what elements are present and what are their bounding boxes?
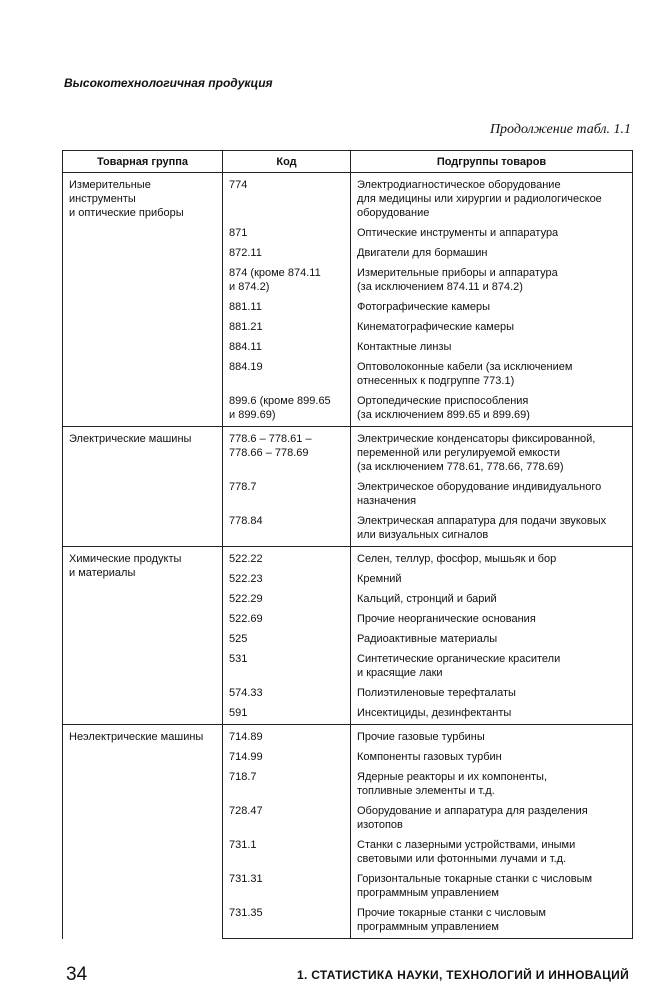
table-row bbox=[63, 547, 633, 571]
cell-subgroup: Прочие газовые турбины bbox=[351, 725, 633, 749]
header-subgroups: Подгруппы товаров bbox=[351, 151, 633, 173]
cell-code: 778.7 bbox=[223, 478, 351, 512]
running-head: Высокотехнологичная продукция bbox=[64, 76, 273, 90]
table-body bbox=[63, 173, 633, 939]
cell-code: 522.23 bbox=[223, 570, 351, 590]
cell-subgroup: Прочие токарные станки с числовым программным управлением bbox=[351, 904, 633, 939]
header-group: Товарная группа bbox=[63, 151, 223, 173]
cell-subgroup: Электрическая аппаратура для подачи звуковых или визуальных сигналов bbox=[351, 512, 633, 547]
chapter-title: 1. СТАТИСТИКА НАУКИ, ТЕХНОЛОГИЙ И ИННОВАЦИЙ bbox=[297, 968, 629, 982]
table-caption: Продолжение табл. 1.1 bbox=[489, 122, 631, 137]
cell-code: 871 bbox=[223, 224, 351, 244]
cell-subgroup: Электрические конденсаторы фиксированной, переменной или регулируемой емкости (за исключением 778.61, 778.66, 778.69) bbox=[351, 427, 633, 479]
cell-subgroup: Станки с лазерными устройствами, иными световыми или фотонными лучами и т.д. bbox=[351, 836, 633, 870]
cell-subgroup: Оборудование и аппаратура для разделения изотопов bbox=[351, 802, 633, 836]
cell-code: 522.22 bbox=[223, 547, 351, 571]
cell-group: Измерительные инструменты и оптические приборы bbox=[63, 173, 223, 427]
cell-code: 525 bbox=[223, 630, 351, 650]
cell-subgroup: Инсектициды, дезинфектанты bbox=[351, 704, 633, 725]
cell-subgroup: Горизонтальные токарные станки с числовым программным управлением bbox=[351, 870, 633, 904]
cell-group: Неэлектрические машины bbox=[63, 725, 223, 939]
cell-code: 714.99 bbox=[223, 748, 351, 768]
page-number: 34 bbox=[66, 964, 88, 985]
cell-code: 728.47 bbox=[223, 802, 351, 836]
cell-code: 874 (кроме 874.11 и 874.2) bbox=[223, 264, 351, 298]
cell-group: Химические продукты и материалы bbox=[63, 547, 223, 725]
cell-subgroup: Электродиагностическое оборудование для медицины или хирургии и радиологическое оборудование bbox=[351, 173, 633, 225]
cell-subgroup: Кремний bbox=[351, 570, 633, 590]
goods-table bbox=[62, 150, 633, 939]
header-code: Код bbox=[223, 151, 351, 173]
cell-code: 884.11 bbox=[223, 338, 351, 358]
cell-subgroup: Электрическое оборудование индивидуального назначения bbox=[351, 478, 633, 512]
table-header-row bbox=[63, 151, 633, 173]
cell-code: 718.7 bbox=[223, 768, 351, 802]
cell-code: 881.21 bbox=[223, 318, 351, 338]
cell-subgroup: Прочие неорганические основания bbox=[351, 610, 633, 630]
cell-code: 531 bbox=[223, 650, 351, 684]
cell-subgroup: Компоненты газовых турбин bbox=[351, 748, 633, 768]
cell-code: 591 bbox=[223, 704, 351, 725]
cell-subgroup: Фотографические камеры bbox=[351, 298, 633, 318]
cell-code: 522.29 bbox=[223, 590, 351, 610]
cell-subgroup: Оптические инструменты и аппаратура bbox=[351, 224, 633, 244]
cell-code: 731.35 bbox=[223, 904, 351, 939]
table-row bbox=[63, 173, 633, 225]
cell-subgroup: Кинематографические камеры bbox=[351, 318, 633, 338]
cell-subgroup: Полиэтиленовые терефталаты bbox=[351, 684, 633, 704]
table-row bbox=[63, 725, 633, 749]
cell-subgroup: Двигатели для бормашин bbox=[351, 244, 633, 264]
cell-code: 574.33 bbox=[223, 684, 351, 704]
cell-subgroup: Контактные линзы bbox=[351, 338, 633, 358]
cell-code: 714.89 bbox=[223, 725, 351, 749]
cell-code: 881.11 bbox=[223, 298, 351, 318]
table-row bbox=[63, 427, 633, 479]
cell-code: 778.6 – 778.61 – 778.66 – 778.69 bbox=[223, 427, 351, 479]
cell-subgroup: Радиоактивные материалы bbox=[351, 630, 633, 650]
cell-code: 899.6 (кроме 899.65 и 899.69) bbox=[223, 392, 351, 427]
cell-group: Электрические машины bbox=[63, 427, 223, 547]
cell-subgroup: Измерительные приборы и аппаратура (за исключением 874.11 и 874.2) bbox=[351, 264, 633, 298]
cell-subgroup: Оптоволоконные кабели (за исключением отнесенных к подгруппе 773.1) bbox=[351, 358, 633, 392]
cell-code: 884.19 bbox=[223, 358, 351, 392]
cell-code: 774 bbox=[223, 173, 351, 225]
cell-code: 778.84 bbox=[223, 512, 351, 547]
cell-subgroup: Селен, теллур, фосфор, мышьяк и бор bbox=[351, 547, 633, 571]
cell-subgroup: Ядерные реакторы и их компоненты, топливные элементы и т.д. bbox=[351, 768, 633, 802]
cell-subgroup: Синтетические органические красители и красящие лаки bbox=[351, 650, 633, 684]
cell-code: 731.1 bbox=[223, 836, 351, 870]
cell-code: 872.11 bbox=[223, 244, 351, 264]
cell-code: 731.31 bbox=[223, 870, 351, 904]
cell-subgroup: Кальций, стронций и барий bbox=[351, 590, 633, 610]
cell-subgroup: Ортопедические приспособления (за исключением 899.65 и 899.69) bbox=[351, 392, 633, 427]
cell-code: 522.69 bbox=[223, 610, 351, 630]
